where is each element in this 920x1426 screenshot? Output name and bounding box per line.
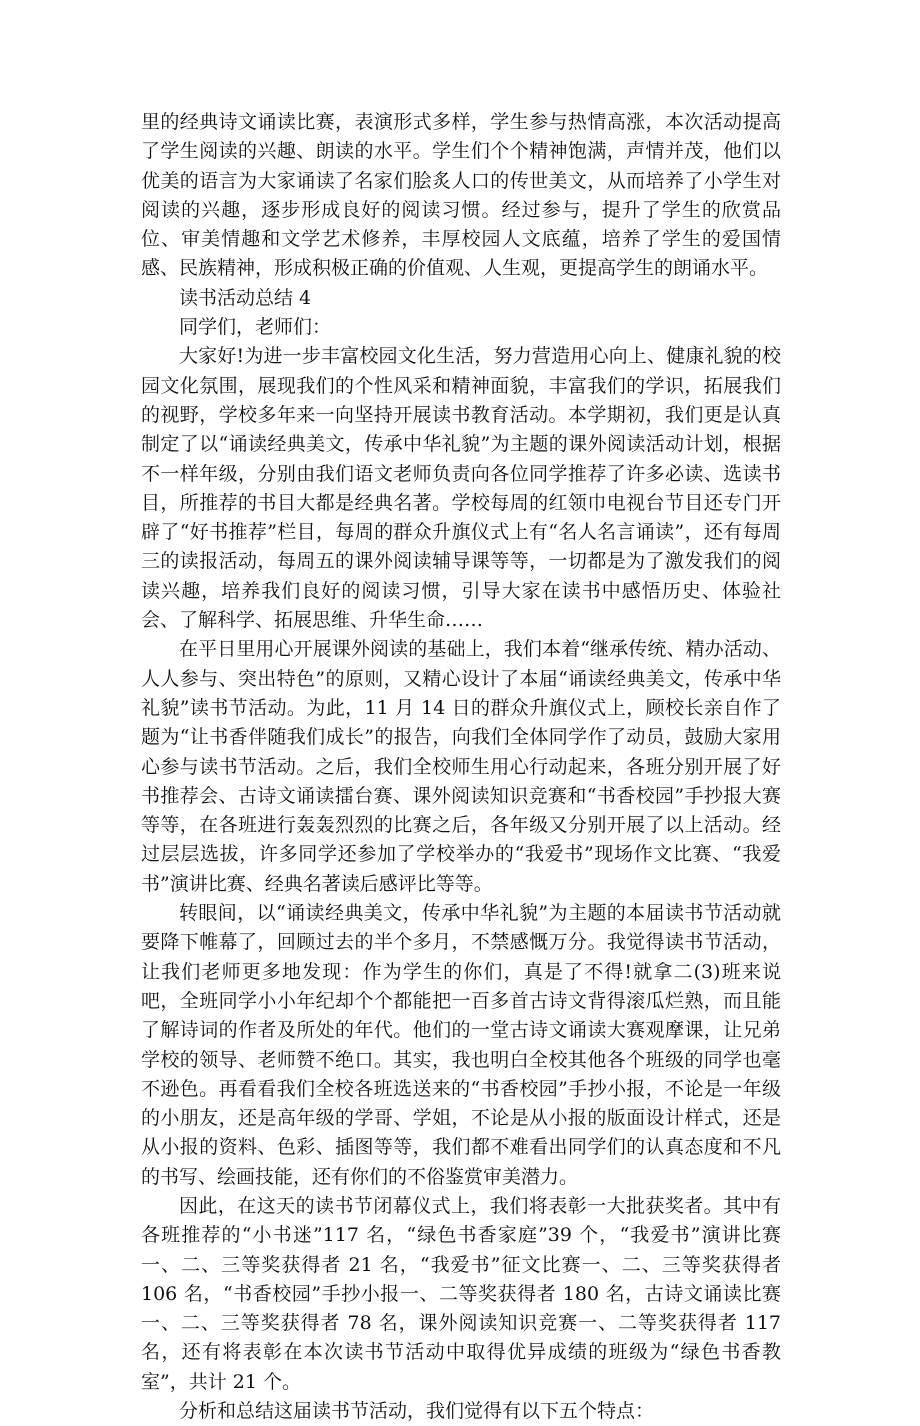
paragraph: 分析和总结这届读书节活动，我们觉得有以下五个特点：: [179, 1400, 655, 1423]
salutation: 同学们，老师们：: [179, 316, 332, 339]
paragraph: 转眼间，以“诵读经典美文，传承中华礼貌”为主题的本届读书节活动就要降下帷幕了，回顾过去的半个多月，不禁感慨万分。我觉得读书节活动，让我们老师更多地发现：作为学生的你们，真是了不得!就拿二(3)班来说吧，全班同学小小年纪却个个都能把一百多首古诗文背得滚瓜烂熟，而且能了解诗词的作者及所处的年代。他们的一堂古诗文诵读大赛观摩课，让兄弟学校的领导、老师赞不绝口。其实，我也明白全校其他各个班级的同学也毫不逊色。再看看我们全校各班选送来的“书香校园”手抄小报，不论是一年级的小朋友，还是高年级的学哥、学姐，不论是从小报的版面设计样式，还是从小报的资料、色彩、插图等等，我们都不难看出同学们的认真态度和不凡的书写、绘画技能，还有你们的不俗鉴赏审美潜力。: [141, 902, 781, 1188]
paragraph: 在平日里用心开展课外阅读的基础上，我们本着“继承传统、精办活动、人人参与、突出特色”的原则，又精心设计了本届“诵读经典美文，传承中华礼貌”读书节活动。为此，11 月 14 日的群众升旗仪式上，顾校长亲自作了题为“让书香伴随我们成长”的报告，向我们全体同学作了动员，鼓励大家用心参与读书节活动。之后，我们全校师生用心行动起来，各班分别开展了好书推荐会、古诗文诵读擂台赛、课外阅读知识竞赛和“书香校园”手抄报大赛等等，在各班进行轰轰烈烈的比赛之后，各年级又分别开展了以上活动。经过层层选拔，许多同学还参加了学校举办的“我爱书”现场作文比赛、“我爱书”演讲比赛、经典名著读后感评比等等。: [141, 638, 781, 895]
paragraph-continuation: 里的经典诗文诵读比赛，表演形式多样，学生参与热情高涨，本次活动提高了学生阅读的兴趣、朗读的水平。学生们个个精神饱满，声情并茂，他们以优美的语言为大家诵读了名家们脍炙人口的传世美文，从而培养了小学生对阅读的兴趣，逐步形成良好的阅读习惯。经过参与，提升了学生的欣赏品位、审美情趣和文学艺术修养，丰厚校园人文底蕴，培养了学生的爱国情感、民族精神，形成积极正确的价值观、人生观，更提高学生的朗诵水平。: [141, 111, 781, 280]
paragraph: 因此，在这天的读书节闭幕仪式上，我们将表彰一大批获奖者。其中有各班推荐的“小书迷”117 名，“绿色书香家庭”39 个，“我爱书”演讲比赛一、二、三等奖获得者 21 名，“我爱书”征文比赛一、二、三等奖获得者 106 名，“书香校园”手抄小报一、二等奖获得者 180 名，古诗文诵读比赛一、二、三等奖获得者 78 名，课外阅读知识竞赛一、二等奖获得者 117 名，还有将表彰在本次读书节活动中取得优异成绩的班级为“绿色书香教室”，共计 21 个。: [141, 1194, 781, 1393]
paragraph: 大家好!为进一步丰富校园文化生活，努力营造用心向上、健康礼貌的校园文化氛围，展现我们的个性风采和精神面貌，丰富我们的学识，拓展我们的视野，学校多年来一向坚持开展读书教育活动。本学期初，我们更是认真制定了以“诵读经典美文，传承中华礼貌”为主题的课外阅读活动计划，根据不一样年级，分别由我们语文老师负责向各位同学推荐了许多必读、选读书目，所推荐的书目大都是经典名著。学校每周的红领巾电视台节目还专门开辟了“好书推荐”栏目，每周的群众升旗仪式上有“名人名言诵读”，还有每周三的读报活动，每周五的课外阅读辅导课等等，一切都是为了激发我们的阅读兴趣，培养我们良好的阅读习惯，引导大家在读书中感悟历史、体验社会、了解科学、拓展思维、升华生命……: [141, 345, 781, 632]
section-heading: 读书活动总结 4: [179, 286, 312, 309]
document-body: [141, 108, 781, 1426]
